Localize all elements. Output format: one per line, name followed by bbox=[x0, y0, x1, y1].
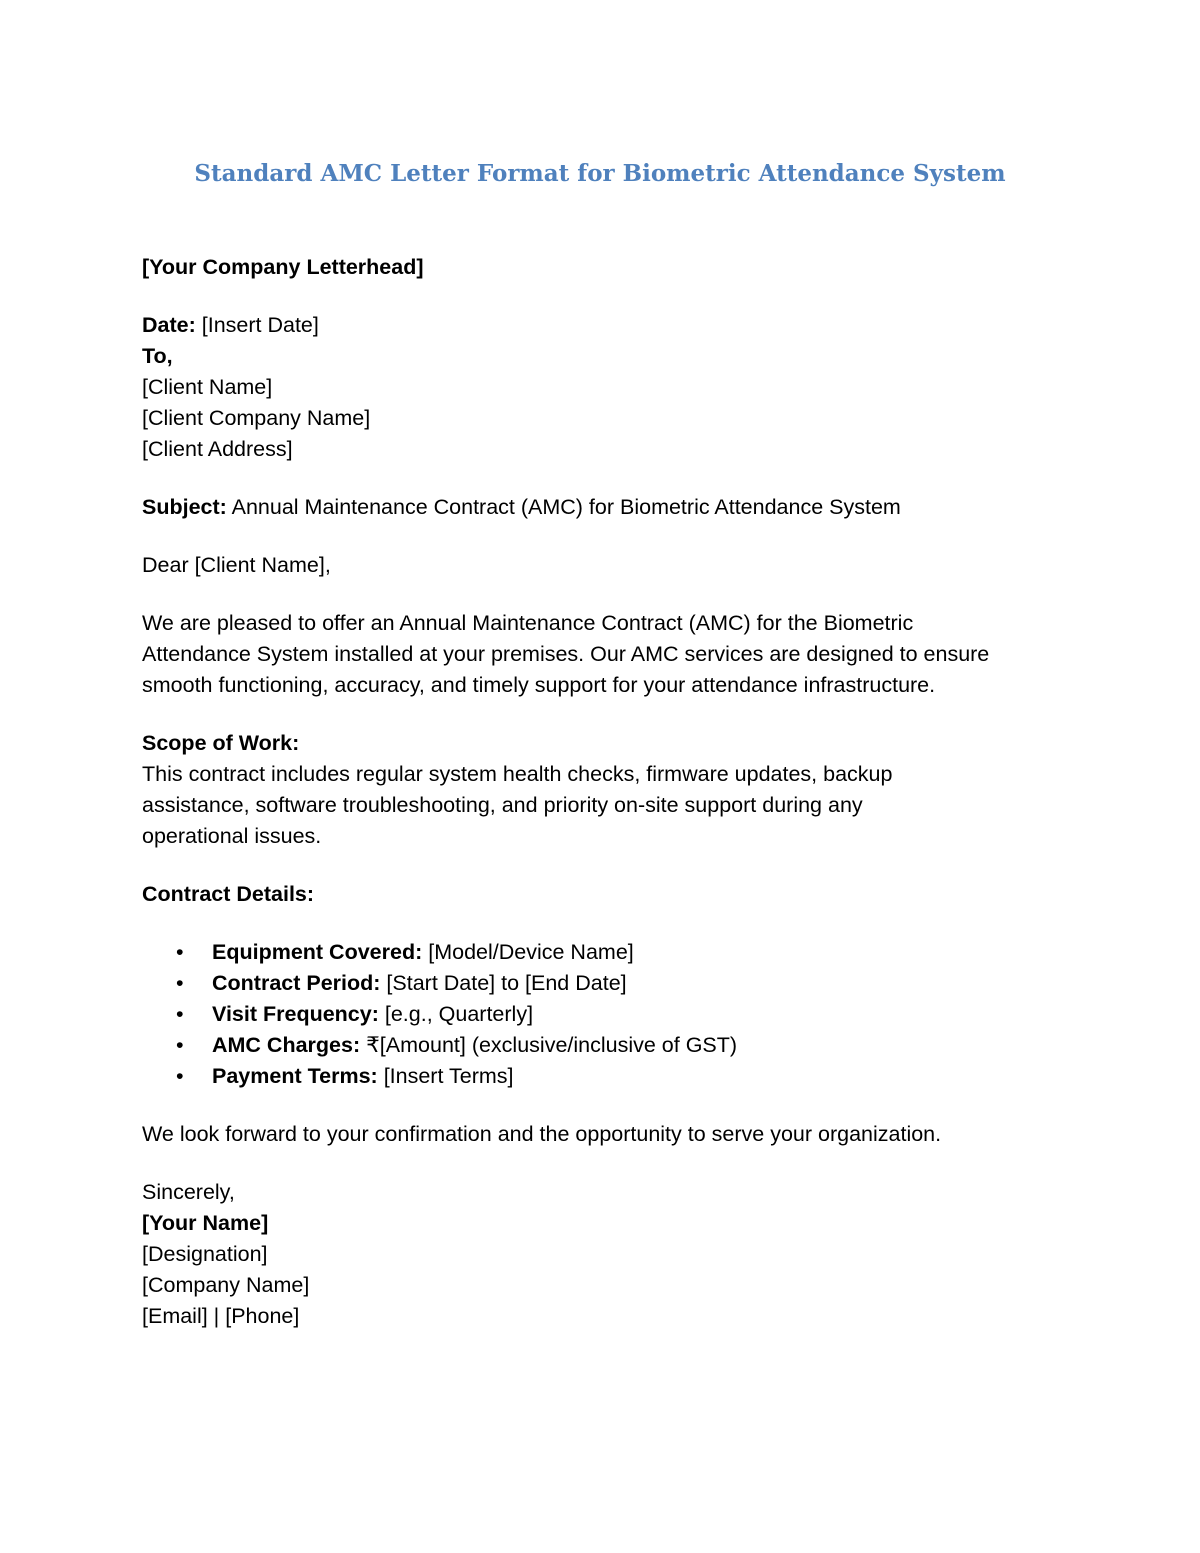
document-title: Standard AMC Letter Format for Biometric Attendance System bbox=[194, 160, 1006, 187]
subject-line bbox=[142, 492, 1072, 523]
bullet-icon: • bbox=[176, 940, 184, 964]
subject-label: Subject: bbox=[142, 495, 227, 519]
intro-line: Attendance System installed at your premises. Our AMC services are designed to ensure bbox=[142, 642, 990, 666]
recipient-address: [Client Address] bbox=[142, 437, 293, 461]
signer-designation: [Designation] bbox=[142, 1242, 268, 1266]
bullet-icon: • bbox=[176, 1002, 184, 1026]
date-line bbox=[142, 310, 1072, 341]
date-value: [Insert Date] bbox=[201, 313, 319, 337]
list-item: • Visit Frequency: [e.g., Quarterly] bbox=[142, 999, 1072, 1030]
scope-line: This contract includes regular system health checks, firmware updates, backup bbox=[142, 762, 893, 786]
salutation: Dear [Client Name], bbox=[142, 553, 331, 577]
bullet-icon: • bbox=[176, 1033, 184, 1057]
list-item: • Contract Period: [Start Date] to [End Date] bbox=[142, 968, 1072, 999]
letterhead: [Your Company Letterhead] bbox=[142, 255, 424, 279]
to-label: To, bbox=[142, 344, 173, 368]
signer-company: [Company Name] bbox=[142, 1273, 310, 1297]
scope-line: assistance, software troubleshooting, and priority on-site support during any bbox=[142, 793, 863, 817]
signer-name: [Your Name] bbox=[142, 1211, 269, 1235]
contract-heading: Contract Details: bbox=[142, 882, 315, 906]
scope-paragraph bbox=[142, 759, 1072, 852]
bullet-icon: • bbox=[176, 1064, 184, 1088]
letter-body bbox=[142, 252, 1072, 1332]
list-item: • Payment Terms: [Insert Terms] bbox=[142, 1061, 1072, 1092]
contract-details-list bbox=[142, 937, 1072, 1092]
intro-paragraph bbox=[142, 608, 1072, 701]
intro-line: smooth functioning, accuracy, and timely support for your attendance infrastructure. bbox=[142, 673, 936, 697]
recipient-name: [Client Name] bbox=[142, 375, 273, 399]
signer-contact: [Email] | [Phone] bbox=[142, 1304, 300, 1328]
subject-value: Annual Maintenance Contract (AMC) for Biometric Attendance System bbox=[231, 495, 901, 519]
list-item: • AMC Charges: ₹[Amount] (exclusive/inclusive of GST) bbox=[142, 1030, 1072, 1061]
intro-line: We are pleased to offer an Annual Maintenance Contract (AMC) for the Biometric bbox=[142, 611, 914, 635]
closing-paragraph: We look forward to your confirmation and the opportunity to serve your organization. bbox=[142, 1122, 942, 1146]
recipient-company: [Client Company Name] bbox=[142, 406, 371, 430]
scope-line: operational issues. bbox=[142, 824, 322, 848]
date-label: Date: bbox=[142, 313, 196, 337]
list-item: • Equipment Covered: [Model/Device Name] bbox=[142, 937, 1072, 968]
bullet-icon: • bbox=[176, 971, 184, 995]
scope-heading: Scope of Work: bbox=[142, 731, 300, 755]
sign-off: Sincerely, bbox=[142, 1180, 235, 1204]
